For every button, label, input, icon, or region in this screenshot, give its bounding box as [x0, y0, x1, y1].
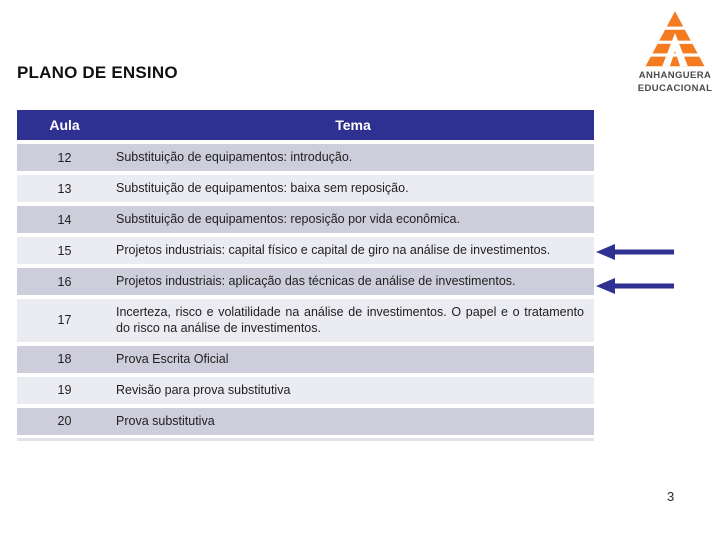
row-tema: Prova Escrita Oficial: [116, 351, 229, 366]
row-aula: 13: [57, 181, 72, 196]
table-header-row: [17, 110, 594, 140]
logo-text-line2: EDUCACIONAL: [637, 82, 713, 94]
row-tema: Projetos industriais: aplicação das técnicas de análise de investimentos.: [116, 274, 516, 289]
pyramid-logo-icon: [626, 11, 720, 69]
row-aula: 14: [57, 212, 72, 227]
logo-text-line1: ANHANGUERA: [638, 70, 712, 81]
row-tema: Projetos industriais: capital físico e capital de giro na análise de investimentos.: [116, 243, 551, 258]
table-row: [17, 237, 594, 264]
table-row: [17, 377, 594, 404]
row-tema: Incerteza, risco e volatilidade na análise de investimentos. O papel e o tratamento do risco na análise de investimentos.: [116, 305, 584, 336]
page-number: 3: [667, 489, 675, 504]
page-title: PLANO DE ENSINO: [17, 63, 178, 82]
table-row: [17, 175, 594, 202]
row-tema: Substituição de equipamentos: baixa sem reposição.: [116, 181, 409, 196]
table-row: [17, 346, 594, 373]
row-aula: 15: [57, 243, 72, 258]
anhanguera-logo: [626, 11, 720, 95]
column-header-aula: Aula: [49, 117, 80, 133]
row-aula: 17: [57, 313, 72, 328]
row-aula: 12: [57, 150, 72, 165]
teaching-plan-table: [17, 110, 594, 441]
row-aula: 20: [57, 414, 72, 428]
table-row: [17, 206, 594, 233]
row-tema: Substituição de equipamentos: introdução.: [116, 150, 353, 165]
table-body: [17, 144, 594, 435]
table-row: [17, 299, 594, 342]
table-row: [17, 268, 594, 295]
row-aula: 18: [57, 352, 72, 366]
table-bottom-edge: [17, 438, 594, 441]
left-arrow-icon: [596, 243, 674, 261]
row-aula: 16: [57, 274, 72, 289]
row-tema: Revisão para prova substitutiva: [116, 382, 291, 397]
row-tema: Prova substitutiva: [116, 413, 215, 428]
row-tema: Substituição de equipamentos: reposição por vida econômica.: [116, 212, 460, 227]
row-aula: 19: [57, 383, 72, 397]
table-row: [17, 408, 594, 435]
column-header-tema: Tema: [335, 117, 371, 133]
table-row: [17, 144, 594, 171]
left-arrow-icon: [596, 277, 674, 295]
